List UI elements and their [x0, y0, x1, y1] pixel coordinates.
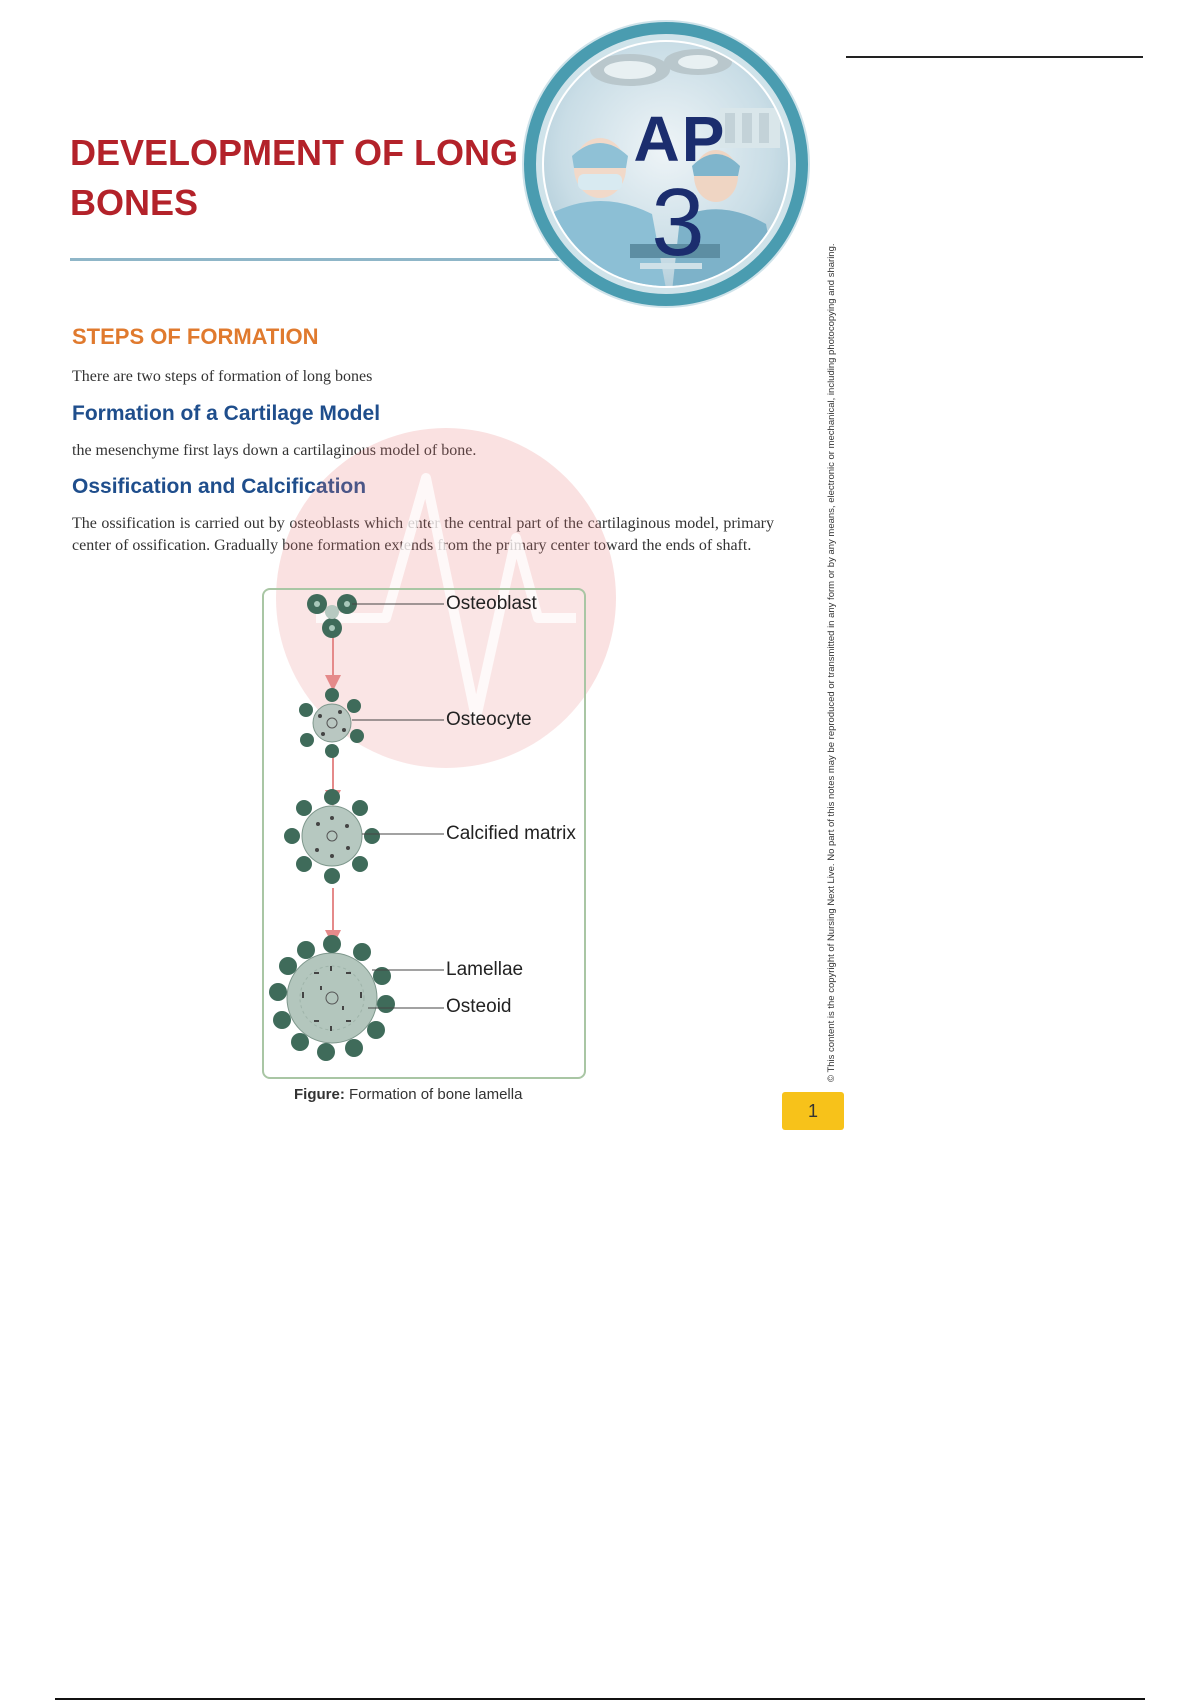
osteocyte-cell — [299, 688, 364, 758]
badge-letters: AP — [633, 103, 727, 175]
label-osteoid: Osteoid — [446, 996, 512, 1017]
label-lamellae: Lamellae — [446, 959, 524, 980]
title-underline — [70, 258, 570, 261]
calcified-matrix-cell — [284, 789, 380, 884]
chapter-badge — [520, 18, 812, 310]
figure-caption — [294, 1086, 522, 1103]
lamellae-osteoid-cell — [269, 935, 395, 1061]
ossification-text: The ossification is carried out by osteoblasts which enter the central part of the cartilaginous model, primary center of ossification. Gradually bone formation extends from the primary center toward the ends of shaft. — [72, 515, 774, 554]
label-osteocyte: Osteocyte — [446, 709, 532, 730]
osteoblast-cells — [307, 594, 357, 638]
chapter-title: DEVELOPMENT OF LONG BONES — [70, 132, 519, 223]
label-calcified-matrix: Calcified matrix — [446, 823, 576, 844]
section-heading: STEPS OF FORMATION — [72, 324, 319, 349]
copyright-notice: © This content is the copyright of Nursing Next Live. No part of this notes may be reproduced or transmitted in any form or by any means, electronic or mechanical, including photocopying and sharing. — [826, 243, 837, 1082]
label-osteoblast: Osteoblast — [446, 593, 537, 614]
cartilage-model-text: the mesenchyme first lays down a cartilaginous model of bone. — [72, 442, 477, 459]
caption-text: Formation of bone lamella — [349, 1086, 523, 1103]
page-number-tab: 1 — [782, 1092, 844, 1130]
cartilage-model-heading: Formation of a Cartilage Model — [72, 402, 381, 425]
ossification-heading: Ossification and Calcification — [72, 475, 367, 498]
intro-text: There are two steps of formation of long bones — [72, 368, 373, 385]
caption-prefix: Figure: — [294, 1086, 345, 1103]
badge-number: 3 — [651, 169, 705, 276]
top-rule — [846, 56, 1143, 58]
